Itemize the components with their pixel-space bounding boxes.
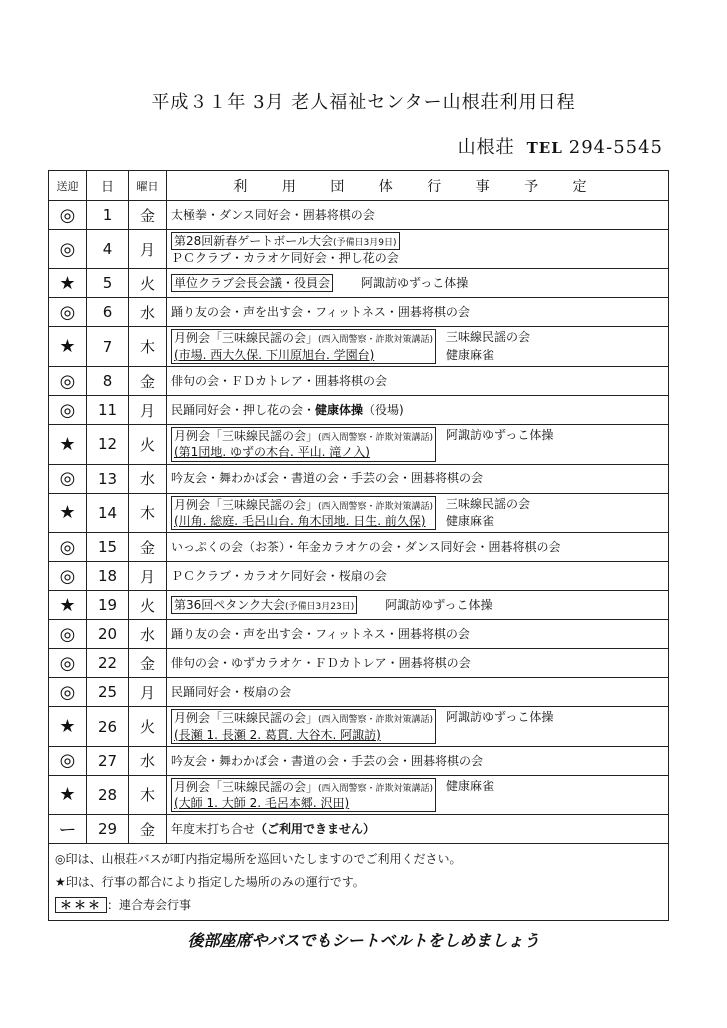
event-text: 民踊同好会・桜扇の会 bbox=[171, 685, 292, 700]
bus-mark: ◎ bbox=[49, 298, 87, 327]
events-cell bbox=[167, 298, 669, 327]
day-cell: 28 bbox=[87, 775, 129, 814]
event-line bbox=[171, 596, 664, 614]
table-header bbox=[49, 171, 669, 201]
events-cell bbox=[167, 533, 669, 562]
event-group bbox=[171, 496, 664, 531]
table-row bbox=[49, 707, 669, 746]
side-event: 健康麻雀 bbox=[446, 347, 495, 362]
events-cell bbox=[167, 562, 669, 591]
table-row bbox=[49, 746, 669, 775]
events-cell bbox=[167, 230, 669, 269]
side-events bbox=[436, 709, 553, 726]
day-cell: 6 bbox=[87, 298, 129, 327]
table-row bbox=[49, 533, 669, 562]
joint-event-box bbox=[171, 596, 357, 614]
weekday-cell: 金 bbox=[129, 815, 167, 844]
event-text: 踊り友の会・声を出す会・フィットネス・囲碁将棋の会 bbox=[171, 305, 470, 320]
table-row bbox=[49, 464, 669, 493]
bus-mark: ◎ bbox=[49, 367, 87, 396]
side-event: 三味線民謡の会 bbox=[446, 330, 531, 345]
header-bus: 送迎 bbox=[49, 171, 87, 201]
event-line bbox=[171, 274, 664, 292]
bus-mark: ★ bbox=[49, 493, 87, 533]
bus-mark: ◎ bbox=[49, 678, 87, 707]
event-title: 単位クラブ会長会議・役員会 bbox=[174, 276, 331, 291]
side-event: 阿諏訪ゆずっこ体操 bbox=[361, 276, 469, 291]
table-row bbox=[49, 327, 669, 367]
day-cell: 5 bbox=[87, 269, 129, 298]
side-event: 三味線民謡の会 bbox=[446, 496, 531, 511]
events-cell bbox=[167, 707, 669, 746]
bus-mark: ★ bbox=[49, 269, 87, 298]
event-note: (予備日3月23日) bbox=[285, 602, 355, 613]
facility-name: 山根荘 bbox=[457, 137, 515, 158]
side-event: 阿諏訪ゆずっこ体操 bbox=[385, 598, 493, 613]
joint-event-box bbox=[171, 709, 436, 743]
table-row bbox=[49, 775, 669, 814]
table-row bbox=[49, 562, 669, 591]
day-cell: 8 bbox=[87, 367, 129, 396]
event-text: 年度末打ち合せ bbox=[171, 821, 256, 836]
events-cell bbox=[167, 649, 669, 678]
table-row bbox=[49, 230, 669, 269]
table-row bbox=[49, 269, 669, 298]
bus-mark: ー bbox=[49, 815, 87, 844]
event-group bbox=[171, 427, 664, 461]
joint-event-box bbox=[171, 496, 436, 530]
day-cell: 22 bbox=[87, 649, 129, 678]
joint-event-box bbox=[171, 778, 436, 812]
bus-mark: ◎ bbox=[49, 230, 87, 269]
event-group bbox=[171, 709, 664, 743]
weekday-cell: 金 bbox=[129, 649, 167, 678]
stars-label: ：連合寿会行事 bbox=[107, 897, 192, 912]
event-line: ＰＣクラブ・カラオケ同好会・押し花の会 bbox=[171, 251, 399, 266]
event-text: ＰＣクラブ・カラオケ同好会・桜扇の会 bbox=[171, 569, 387, 584]
box-line1 bbox=[174, 779, 433, 795]
table-row bbox=[49, 367, 669, 396]
side-events bbox=[436, 329, 530, 364]
weekday-cell: 水 bbox=[129, 620, 167, 649]
weekday-cell: 月 bbox=[129, 396, 167, 425]
bus-route: (川角. 総庭. 毛呂山台. 角木団地. 日生. 前久保) bbox=[174, 513, 426, 528]
event-title: 月例会「三味線民謡の会」 bbox=[174, 779, 319, 794]
event-bold: 健康体操 bbox=[315, 403, 364, 418]
bus-mark: ◎ bbox=[49, 746, 87, 775]
events-cell bbox=[167, 775, 669, 814]
bus-mark: ◎ bbox=[49, 649, 87, 678]
weekday-cell: 月 bbox=[129, 562, 167, 591]
event-text: 太極拳・ダンス同好会・囲碁将棋の会 bbox=[171, 207, 375, 222]
bus-mark: ◎ bbox=[49, 562, 87, 591]
event-note: (西入間警察・詐欺対策講話) bbox=[318, 335, 434, 346]
day-cell: 1 bbox=[87, 201, 129, 230]
day-cell: 7 bbox=[87, 327, 129, 367]
bus-mark: ◎ bbox=[49, 464, 87, 493]
events-cell bbox=[167, 201, 669, 230]
event-text: いっぷくの会（お茶）・年金カラオケの会・ダンス同好会・囲碁将棋の会 bbox=[171, 540, 561, 555]
event-text: 民踊同好会・押し花の会・ bbox=[171, 403, 316, 418]
table-row bbox=[49, 591, 669, 620]
event-note: (西入間警察・詐欺対策講話) bbox=[318, 715, 434, 726]
event-title: 月例会「三味線民謡の会」 bbox=[174, 497, 319, 512]
side-event: 健康麻雀 bbox=[446, 513, 495, 528]
bus-route: (市場. 西大久保. 下川原旭台. 学園台) bbox=[174, 347, 375, 362]
events-cell bbox=[167, 493, 669, 533]
day-cell: 25 bbox=[87, 678, 129, 707]
bus-mark: ◎ bbox=[49, 533, 87, 562]
table-row bbox=[49, 620, 669, 649]
event-group bbox=[171, 329, 664, 364]
page-title: 平成３１年 3月 老人福祉センター山根荘利用日程 bbox=[151, 92, 576, 113]
event-title: 第28回新春ゲートボール大会 bbox=[174, 234, 334, 248]
event-group bbox=[171, 778, 664, 812]
day-cell: 14 bbox=[87, 493, 129, 533]
bus-route: (第1団地. ゆずの木台. 平山. 滝ノ入) bbox=[174, 445, 370, 460]
events-cell bbox=[167, 464, 669, 493]
note-circle: ◎印は、山根荘バスが町内指定場所を巡回いたしますのでご利用ください。 bbox=[55, 852, 462, 867]
event-note: (予備日3月9日) bbox=[333, 238, 397, 248]
day-cell: 29 bbox=[87, 815, 129, 844]
events-cell bbox=[167, 620, 669, 649]
table-row bbox=[49, 425, 669, 464]
bus-route: (長瀬 1. 長瀬 2. 葛貫. 大谷木. 阿諏訪) bbox=[174, 727, 381, 742]
event-line bbox=[171, 232, 664, 250]
weekday-cell: 水 bbox=[129, 464, 167, 493]
table-row bbox=[49, 678, 669, 707]
weekday-cell: 火 bbox=[129, 707, 167, 746]
header-day: 日 bbox=[87, 171, 129, 201]
weekday-cell: 水 bbox=[129, 298, 167, 327]
event-text: 吟友会・舞わかば会・書道の会・手芸の会・囲碁将棋の会 bbox=[171, 471, 484, 486]
day-cell: 26 bbox=[87, 707, 129, 746]
event-tail: （役場) bbox=[363, 403, 404, 418]
event-text: 踊り友の会・声を出す会・フィットネス・囲碁将棋の会 bbox=[171, 627, 470, 642]
event-text: 俳句の会・ゆずカラオケ・ＦＤカトレア・囲碁将棋の会 bbox=[171, 656, 471, 671]
table-row bbox=[49, 815, 669, 844]
notes bbox=[49, 844, 669, 921]
events-cell bbox=[167, 591, 669, 620]
day-cell: 11 bbox=[87, 396, 129, 425]
events-cell bbox=[167, 327, 669, 367]
events-cell bbox=[167, 678, 669, 707]
weekday-cell: 木 bbox=[129, 327, 167, 367]
box-line1 bbox=[174, 710, 433, 726]
table-row bbox=[49, 649, 669, 678]
weekday-cell: 火 bbox=[129, 591, 167, 620]
event-note: (西入間警察・詐欺対策講話) bbox=[318, 433, 434, 444]
event-note: (西入間警察・詐欺対策講話) bbox=[318, 501, 434, 512]
weekday-cell: 金 bbox=[129, 201, 167, 230]
event-note: (西入間警察・詐欺対策講話) bbox=[318, 783, 434, 794]
day-cell: 20 bbox=[87, 620, 129, 649]
table-row bbox=[49, 493, 669, 533]
joint-event-box bbox=[171, 232, 400, 250]
bus-mark: ★ bbox=[49, 425, 87, 464]
day-cell: 12 bbox=[87, 425, 129, 464]
day-cell: 19 bbox=[87, 591, 129, 620]
weekday-cell: 月 bbox=[129, 678, 167, 707]
schedule-table bbox=[48, 170, 669, 921]
weekday-cell: 金 bbox=[129, 367, 167, 396]
note-star: ★印は、行事の都合により指定した場所のみの運行です。 bbox=[55, 874, 365, 889]
bus-mark: ★ bbox=[49, 775, 87, 814]
box-line1 bbox=[174, 330, 433, 346]
seatbelt-slogan: 後部座席やバスでもシートベルトをしめましょう bbox=[187, 931, 540, 950]
side-events bbox=[436, 427, 553, 444]
tel-number: 294-5545 bbox=[568, 137, 663, 158]
events-cell bbox=[167, 746, 669, 775]
table-row bbox=[49, 396, 669, 425]
weekday-cell: 木 bbox=[129, 493, 167, 533]
joint-event-box bbox=[171, 329, 436, 363]
contact-info bbox=[458, 133, 663, 159]
weekday-cell: 水 bbox=[129, 746, 167, 775]
event-title: 第36回ペタンク大会 bbox=[174, 598, 286, 613]
bus-route: (大師 1. 大師 2. 毛呂本郷. 沢田) bbox=[174, 795, 350, 810]
table-row bbox=[49, 298, 669, 327]
day-cell: 18 bbox=[87, 562, 129, 591]
tel-label: TEL bbox=[526, 139, 563, 157]
side-events bbox=[436, 778, 494, 795]
side-events bbox=[436, 496, 530, 531]
side-event: 健康麻雀 bbox=[446, 778, 495, 793]
bus-mark: ★ bbox=[49, 707, 87, 746]
table-row bbox=[49, 201, 669, 230]
box-line1 bbox=[174, 428, 433, 444]
events-cell bbox=[167, 425, 669, 464]
events-cell bbox=[167, 396, 669, 425]
events-cell bbox=[167, 815, 669, 844]
header-schedule: 利 用 団 体 行 事 予 定 bbox=[167, 171, 669, 201]
joint-event-box bbox=[171, 274, 333, 292]
weekday-cell: 火 bbox=[129, 269, 167, 298]
bus-mark: ◎ bbox=[49, 620, 87, 649]
box-line1 bbox=[174, 497, 433, 513]
day-cell: 27 bbox=[87, 746, 129, 775]
side-event: 阿諏訪ゆずっこ体操 bbox=[446, 710, 554, 725]
day-cell: 13 bbox=[87, 464, 129, 493]
weekday-cell: 金 bbox=[129, 533, 167, 562]
day-cell: 4 bbox=[87, 230, 129, 269]
event-text: 俳句の会・ＦＤカトレア・囲碁将棋の会 bbox=[171, 374, 388, 389]
event-text: 吟友会・舞わかば会・書道の会・手芸の会・囲碁将棋の会 bbox=[171, 753, 484, 768]
bus-mark: ★ bbox=[49, 327, 87, 367]
weekday-cell: 木 bbox=[129, 775, 167, 814]
joint-event-box bbox=[171, 427, 436, 461]
events-cell bbox=[167, 367, 669, 396]
weekday-cell: 月 bbox=[129, 230, 167, 269]
stars-box: ＊＊＊ bbox=[55, 897, 107, 913]
weekday-cell: 火 bbox=[129, 425, 167, 464]
event-title: 月例会「三味線民謡の会」 bbox=[174, 429, 319, 444]
event-bold: （ご利用できません） bbox=[255, 821, 376, 836]
event-title: 月例会「三味線民謡の会」 bbox=[174, 331, 319, 346]
bus-mark: ◎ bbox=[49, 201, 87, 230]
bus-mark: ◎ bbox=[49, 396, 87, 425]
event-title: 月例会「三味線民謡の会」 bbox=[174, 711, 319, 726]
bus-mark: ★ bbox=[49, 591, 87, 620]
day-cell: 15 bbox=[87, 533, 129, 562]
events-cell bbox=[167, 269, 669, 298]
side-event: 阿諏訪ゆずっこ体操 bbox=[446, 428, 554, 443]
header-weekday: 曜日 bbox=[129, 171, 167, 201]
note-legend bbox=[55, 894, 662, 917]
